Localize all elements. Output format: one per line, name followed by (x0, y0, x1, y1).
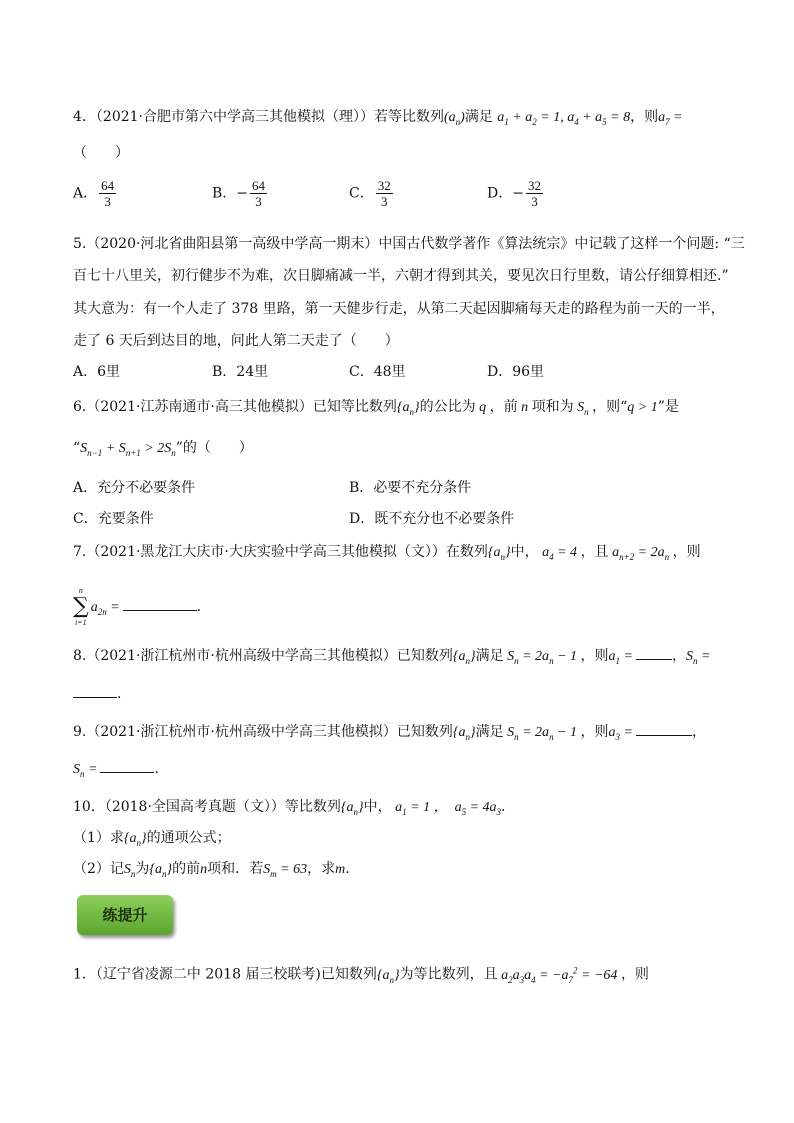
q6-option-d: D．既不充分也不必要条件 (349, 511, 515, 527)
seq-an: $(a_n)$ (444, 110, 465, 127)
q4-target: $a_7$ = (658, 110, 683, 127)
q5-option-d: D．96里 (487, 364, 545, 380)
q1-line1: 1．（辽宁省凌源二中 2018 届三校联考)已知数列$\{a_n\}$为等比数列，且 $a_2a_3a_4 = -a_7^2 = -64$ ，则 (73, 965, 649, 985)
q6-line1: 6.（2021·江苏南通市·高三其他模拟）已知等比数列$\{a_n\}$的公比为 q ，前 n 项和为 $S_n$ ，则“q > 1”是 (73, 399, 679, 417)
q10-sub1: （1）求$\{a_n\}$的通项公式； (73, 830, 231, 848)
q5-line1: 5.（2020·河北省曲阳县第一高级中学高一期末）中国古代数学著作《算法统宗》中记载了这样一个问题: “三 (73, 236, 745, 252)
q4-paren: （ ） (73, 145, 129, 161)
q4-option-c: C． $\frac{32}{3}$ (349, 178, 391, 209)
q4-option-d: D．− $\frac{32}{3}$ (487, 178, 541, 209)
q7-answer-blank[interactable] (123, 598, 197, 611)
section-practice-button[interactable]: 练提升 (77, 895, 173, 935)
q8-sn-blank-line: . (73, 685, 121, 702)
q5-line3: 其大意为：有一个人走了 378 里路，第一天健步行走，从第二天起因脚痛每天走的路程为前一天的一半， (73, 301, 725, 317)
q10-sub2: （2）记$S_n$为$\{a_n\}$的前n项和．若$S_m = 63$，求m. (73, 861, 350, 879)
q9-sn-blank[interactable] (100, 760, 154, 773)
q9-line1: 9.（2021·浙江杭州市·杭州高级中学高三其他模拟）已知数列$\{a_n\}$满足 $S_n = 2a_n - 1$ ，则$a_3$ = ， (73, 724, 706, 742)
q9-line2: $S_n$ = . (73, 761, 159, 779)
q6-condition: q > 1 (627, 400, 658, 415)
q5-line4: 走了 6 天后到达目的地，问此人第二天走了（ ） (73, 333, 399, 349)
q4-line1: 4．（2021·合肥市第六中学高三其他模拟（理））若等比数列$(a_n)$满足 $a_1 + a_2 = 1$, $a_4 + a_5 = 8$，则$a_7$ = (73, 109, 683, 127)
q7-sum-expression: n ∑ i=1 $a_{2n}$ = . (73, 586, 202, 627)
q6-option-c: C．充要条件 (73, 511, 154, 527)
q5-option-c: C．48里 (349, 364, 406, 380)
q10-line1: 10．（2018·全国高考真题（文））等比数列$\{a_n\}$中， $a_1 = 1$ ， $a_5 = 4a_3$. (73, 799, 506, 817)
q5-option-a: A．6里 (73, 364, 121, 380)
q6-option-a: A．充分不必要条件 (73, 480, 196, 496)
q4-condition: $a_1 + a_2 = 1$, $a_4 + a_5 = 8$ (497, 110, 631, 127)
q4-option-a: A． $\frac{64}{3}$ (73, 178, 115, 209)
q8-line1: 8.（2021·浙江杭州市·杭州高级中学高三其他模拟）已知数列$\{a_n\}$满足 $S_n = 2a_n - 1$ ，则$a_1$ = ，$S_n$ = (73, 648, 711, 666)
q8-sn-blank[interactable] (73, 685, 117, 698)
q6-option-b: B．必要不充分条件 (349, 480, 472, 496)
q7-line1: 7.（2021·黑龙江大庆市·大庆实验中学高三其他模拟（文））在数列$\{a_n\}$中， $a_4 = 4$ ，且 $a_{n+2} = 2a_n$ ，则 (73, 544, 701, 562)
q5-line2: 百七十八里关，初行健步不为难，次日脚痛减一半，六朝才得到其关，要见次日行里数，请公仔细算相还.” (73, 268, 729, 284)
q6-line2: “$S_{n-1} + S_{n+1} > 2S_n$”的（ ） (73, 440, 253, 458)
q9-a3-blank[interactable] (636, 723, 692, 736)
q4-option-b: B．− $\frac{64}{3}$ (212, 178, 266, 209)
q5-option-b: B．24里 (212, 364, 269, 380)
q8-a1-blank[interactable] (636, 647, 672, 660)
